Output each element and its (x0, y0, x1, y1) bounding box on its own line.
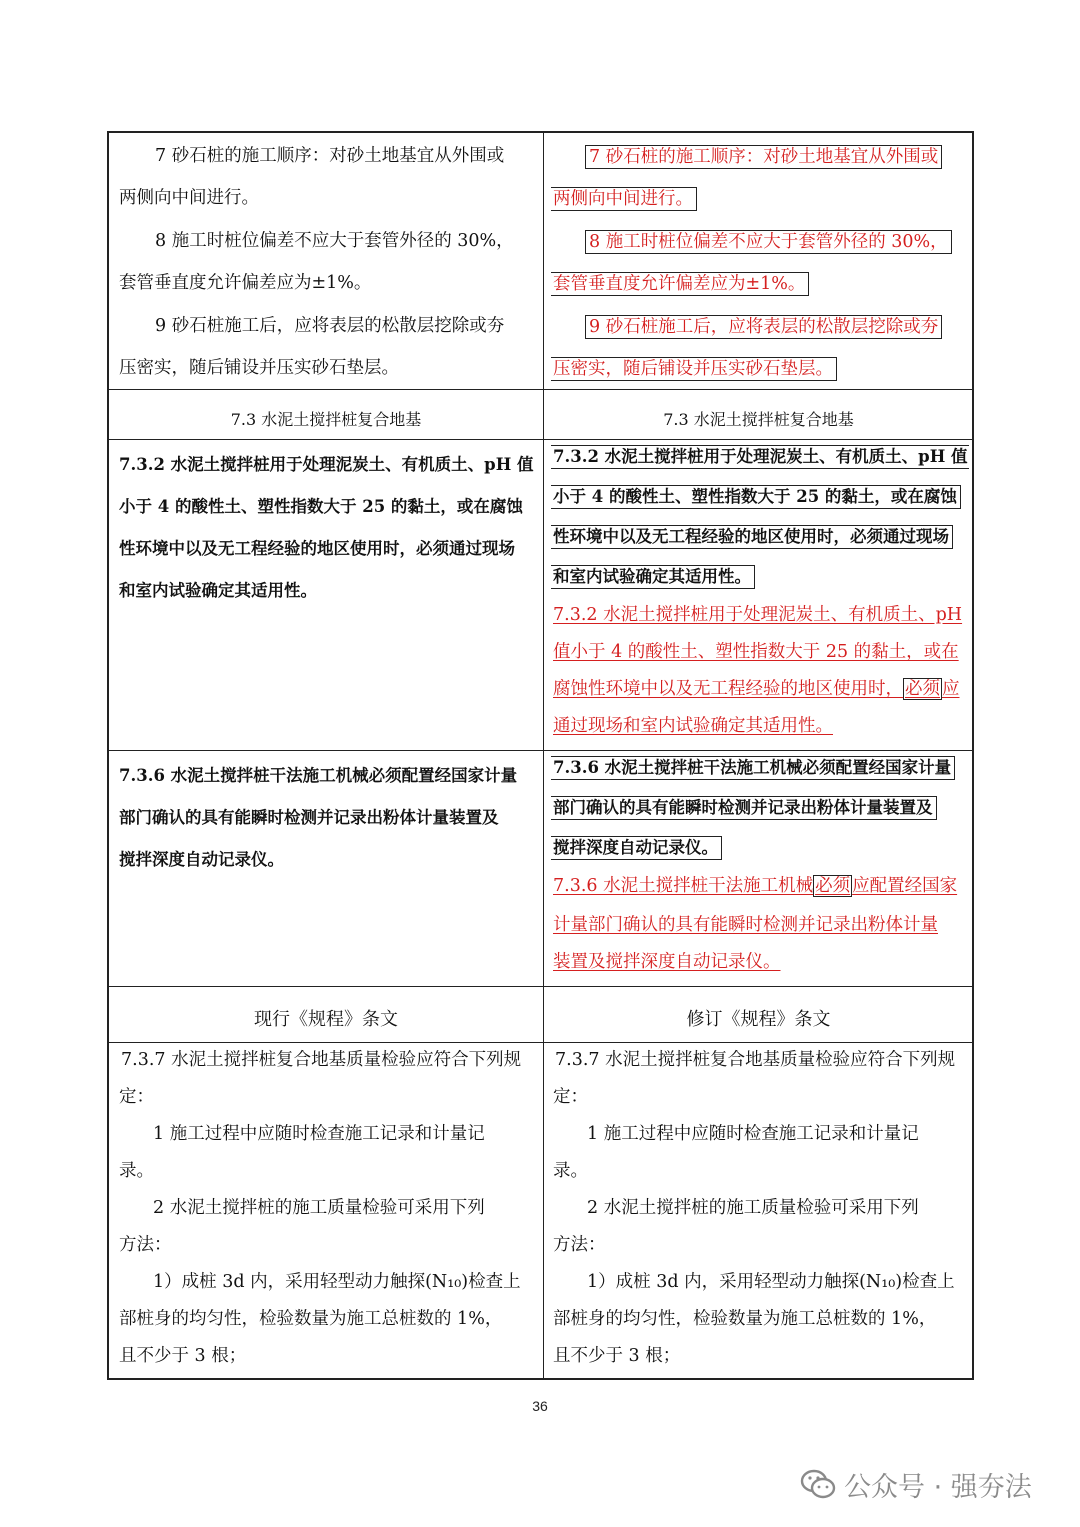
deleted-clause-text: 7.3.6 水泥土搅拌桩干法施工机械必须配置经国家计量 (551, 756, 955, 780)
revised-text: 应配置经国家 (852, 876, 958, 896)
column-divider (543, 133, 544, 1378)
watermark (800, 1464, 1032, 1504)
watermark-text: 公众号 · 强夯法 (844, 1471, 1032, 1503)
clause-text: 9 砂石桩施工后，应将表层的松散层挖除或夯 (155, 316, 505, 336)
revised-text: 应 (942, 679, 960, 699)
row4-right-cell (551, 1043, 969, 1380)
revised-clause-text: 值小于 4 的酸性土、塑性指数大于 25 的黏土，或在 (553, 642, 959, 662)
clause-text: 1）成桩 3d 内，采用轻型动力触探(N₁₀)检查上 (587, 1272, 955, 1292)
clause-text: 压密实，随后铺设并压实砂石垫层。 (119, 358, 399, 378)
revised-clause-text: 7 砂石桩的施工顺序：对砂土地基宜从外围或 (585, 145, 942, 169)
deleted-clause-text: 和室内试验确定其适用性。 (551, 565, 755, 589)
row-divider (109, 986, 972, 987)
revised-clause-text: 套管垂直度允许偏差应为±1%。 (551, 272, 809, 296)
deleted-clause-text: 部门确认的具有能瞬时检测并记录出粉体计量装置及 (551, 796, 937, 820)
revised-text: 7.3.6 水泥土搅拌桩干法施工机械 (553, 876, 814, 896)
clause-text: 部门确认的具有能瞬时检测并记录出粉体计量装置及 (119, 808, 499, 827)
revised-clause-text: 装置及搅拌深度自动记录仪。 (553, 952, 781, 972)
clause-text: 2 水泥土搅拌桩的施工质量检验可采用下列 (153, 1198, 485, 1218)
page-number: 36 (532, 1398, 548, 1414)
struck-word: 必须 (905, 679, 940, 699)
comparison-table (107, 131, 974, 1380)
revised-clause-text: 8 施工时桩位偏差不应大于套管外径的 30%， (585, 230, 952, 254)
clause-text: 7.3.7 水泥土搅拌桩复合地基质量检验应符合下列规 (555, 1050, 956, 1070)
revised-clause-text: 两侧向中间进行。 (551, 187, 697, 211)
clause-text: 小于 4 的酸性土、塑性指数大于 25 的黏土，或在腐蚀 (119, 497, 523, 516)
revised-clause-text: 9 砂石桩施工后，应将表层的松散层挖除或夯 (585, 315, 942, 339)
row2-right-cell (551, 440, 969, 750)
column-header-current: 现行《规程》条文 (254, 1009, 398, 1030)
deleted-clause-text: 小于 4 的酸性土、塑性指数大于 25 的黏土，或在腐蚀 (551, 485, 961, 509)
section-title-left: 7.3 水泥土搅拌桩复合地基 (230, 410, 422, 429)
revised-clause-text (553, 875, 957, 897)
clause-text: 1 施工过程中应随时检查施工记录和计量记 (153, 1124, 485, 1144)
revised-clause-text: 7.3.2 水泥土搅拌桩用于处理泥炭土、有机质土、pH (553, 605, 963, 625)
clause-text: 性环境中以及无工程经验的地区使用时，必须通过现场 (119, 539, 515, 558)
clause-text: 且不少于 3 根； (553, 1346, 681, 1366)
clause-text: 部桩身的均匀性，检验数量为施工总桩数的 1%， (553, 1309, 937, 1329)
deleted-clause-text: 搅拌深度自动记录仪。 (551, 836, 722, 860)
clause-text: 方法： (553, 1235, 606, 1255)
revised-clause-text (553, 678, 960, 700)
deleted-clause-text: 7.3.2 水泥土搅拌桩用于处理泥炭土、有机质土、pH 值 (551, 445, 969, 469)
clause-text: 定： (119, 1087, 154, 1107)
row4-left-cell (117, 1043, 537, 1380)
row2-left-cell (117, 440, 537, 750)
clause-text: 两侧向中间进行。 (119, 188, 259, 208)
revised-clause-text: 压密实，随后铺设并压实砂石垫层。 (551, 357, 837, 381)
row-divider (109, 389, 972, 390)
clause-text: 录。 (119, 1161, 154, 1181)
clause-text: 2 水泥土搅拌桩的施工质量检验可采用下列 (587, 1198, 919, 1218)
clause-text: 和室内试验确定其适用性。 (119, 581, 317, 600)
clause-text: 7.3.7 水泥土搅拌桩复合地基质量检验应符合下列规 (121, 1050, 522, 1070)
clause-text: 方法： (119, 1235, 172, 1255)
row3-left-cell (117, 751, 537, 986)
clause-text: 1）成桩 3d 内，采用轻型动力触探(N₁₀)检查上 (153, 1272, 521, 1292)
clause-text: 7.3.6 水泥土搅拌桩干法施工机械必须配置经国家计量 (119, 766, 518, 785)
clause-text: 部桩身的均匀性，检验数量为施工总桩数的 1%， (119, 1309, 503, 1329)
revised-clause-text: 计量部门确认的具有能瞬时检测并记录出粉体计量 (553, 915, 938, 935)
clause-text: 8 施工时桩位偏差不应大于套管外径的 30%， (155, 231, 514, 251)
clause-text: 7 砂石桩的施工顺序：对砂土地基宜从外围或 (155, 146, 505, 166)
wechat-icon (800, 1469, 836, 1499)
clause-text: 录。 (553, 1161, 588, 1181)
row3-right-cell (551, 751, 969, 986)
clause-text: 7.3.2 水泥土搅拌桩用于处理泥炭土、有机质土、pH 值 (119, 455, 534, 474)
column-header-revised: 修订《规程》条文 (686, 1009, 831, 1030)
clause-text: 且不少于 3 根； (119, 1346, 247, 1366)
section-title-right: 7.3 水泥土搅拌桩复合地基 (663, 410, 854, 429)
clause-text: 套管垂直度允许偏差应为±1%。 (119, 273, 372, 293)
clause-text: 搅拌深度自动记录仪。 (119, 850, 284, 869)
revised-text: 腐蚀性环境中以及无工程经验的地区使用时， (553, 679, 903, 699)
clause-text: 1 施工过程中应随时检查施工记录和计量记 (587, 1124, 919, 1144)
revised-clause-text: 通过现场和室内试验确定其适用性。 (553, 716, 833, 736)
struck-word: 必须 (815, 876, 851, 896)
deleted-clause-text: 性环境中以及无工程经验的地区使用时，必须通过现场 (551, 525, 953, 549)
row1-left-cell (117, 133, 537, 389)
clause-text: 定： (553, 1087, 588, 1107)
row1-right-cell (551, 133, 969, 389)
